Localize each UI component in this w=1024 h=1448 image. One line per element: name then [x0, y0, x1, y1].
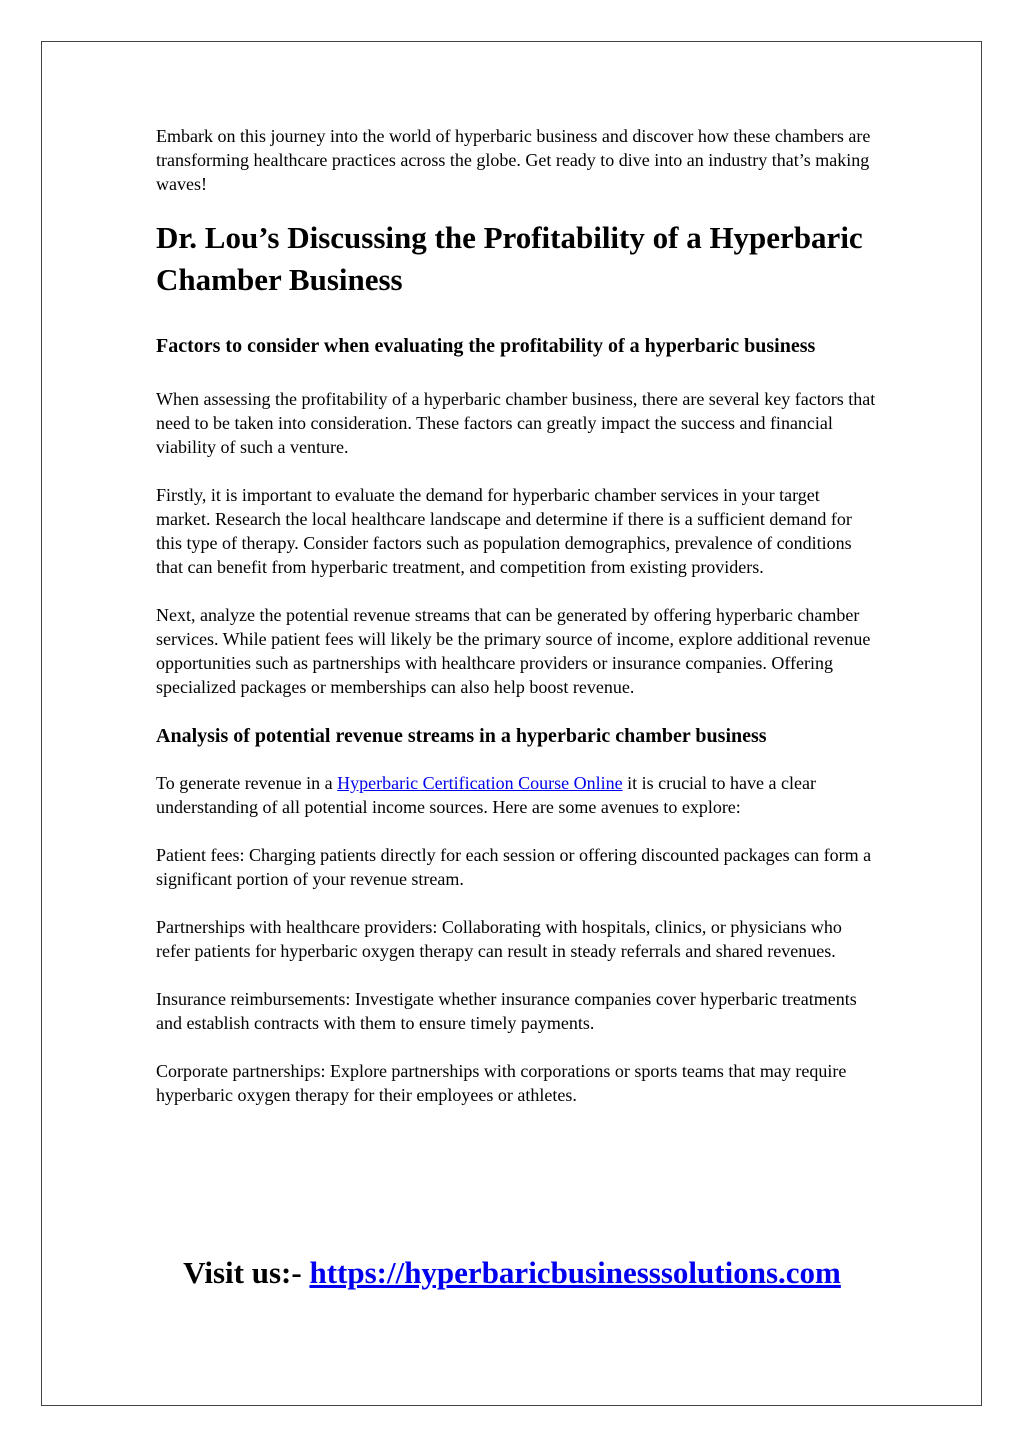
paragraph-key-factors: When assessing the profitability of a hyperbaric chamber business, there are several key factors that need to be taken into consideration. These factors can greatly impact the success and financial viability of such a venture.: [156, 389, 876, 457]
section-heading-factors: Factors to consider when evaluating the profitability of a hyperbaric business: [156, 335, 816, 357]
document-body: [156, 124, 878, 1131]
paragraph-healthcare-partnerships: Partnerships with healthcare providers: Collaborating with hospitals, clinics, or physicians who refer patients for hyperbaric oxygen therapy can result in steady referrals and shared revenues.: [156, 917, 842, 961]
intro-paragraph: Embark on this journey into the world of hyperbaric business and discover how these chambers are transforming healthcare practices across the globe. Get ready to dive into an industry that’s making waves!: [156, 126, 871, 194]
website-link[interactable]: https://hyperbaricbusinesssolutions.com: [309, 1255, 841, 1290]
visit-us-footer: [0, 1253, 1024, 1293]
paragraph-lead: [156, 771, 878, 819]
certification-course-link[interactable]: Hyperbaric Certification Course Online: [337, 773, 623, 793]
visit-us-label: Visit us:-: [183, 1255, 310, 1290]
lead-text-before: To generate revenue in a: [156, 773, 338, 793]
document-title: Dr. Lou’s Discussing the Profitability of a Hyperbaric Chamber Business: [156, 220, 863, 297]
paragraph-corporate: Corporate partnerships: Explore partnerships with corporations or sports teams that may require hyperbaric oxygen therapy for their employees or athletes.: [156, 1061, 847, 1105]
section-heading-analysis: Analysis of potential revenue streams in a hyperbaric chamber business: [156, 725, 767, 747]
lead-text-after: it is crucial to have a clear understanding of all potential income sources. Here are some avenues to explore:: [156, 773, 816, 817]
paragraph-patient-fees: Patient fees: Charging patients directly for each session or offering discounted packages can form a significant portion of your revenue stream.: [156, 845, 872, 889]
paragraph-demand: Firstly, it is important to evaluate the demand for hyperbaric chamber services in your target market. Research the local healthcare landscape and determine if there is a sufficient demand for this type of therapy. Consider factors such as population demographics, prevalence of conditions that can benefit from hyperbaric treatment, and competition from existing providers.: [156, 485, 852, 577]
paragraph-insurance: Insurance reimbursements: Investigate whether insurance companies cover hyperbaric treatments and establish contracts with them to ensure timely payments.: [156, 989, 857, 1033]
paragraph-revenue-streams: Next, analyze the potential revenue streams that can be generated by offering hyperbaric chamber services. While patient fees will likely be the primary source of income, explore additional revenue opportunities such as partnerships with healthcare providers or insurance companies. Offering specialized packages or memberships can also help boost revenue.: [156, 605, 871, 697]
